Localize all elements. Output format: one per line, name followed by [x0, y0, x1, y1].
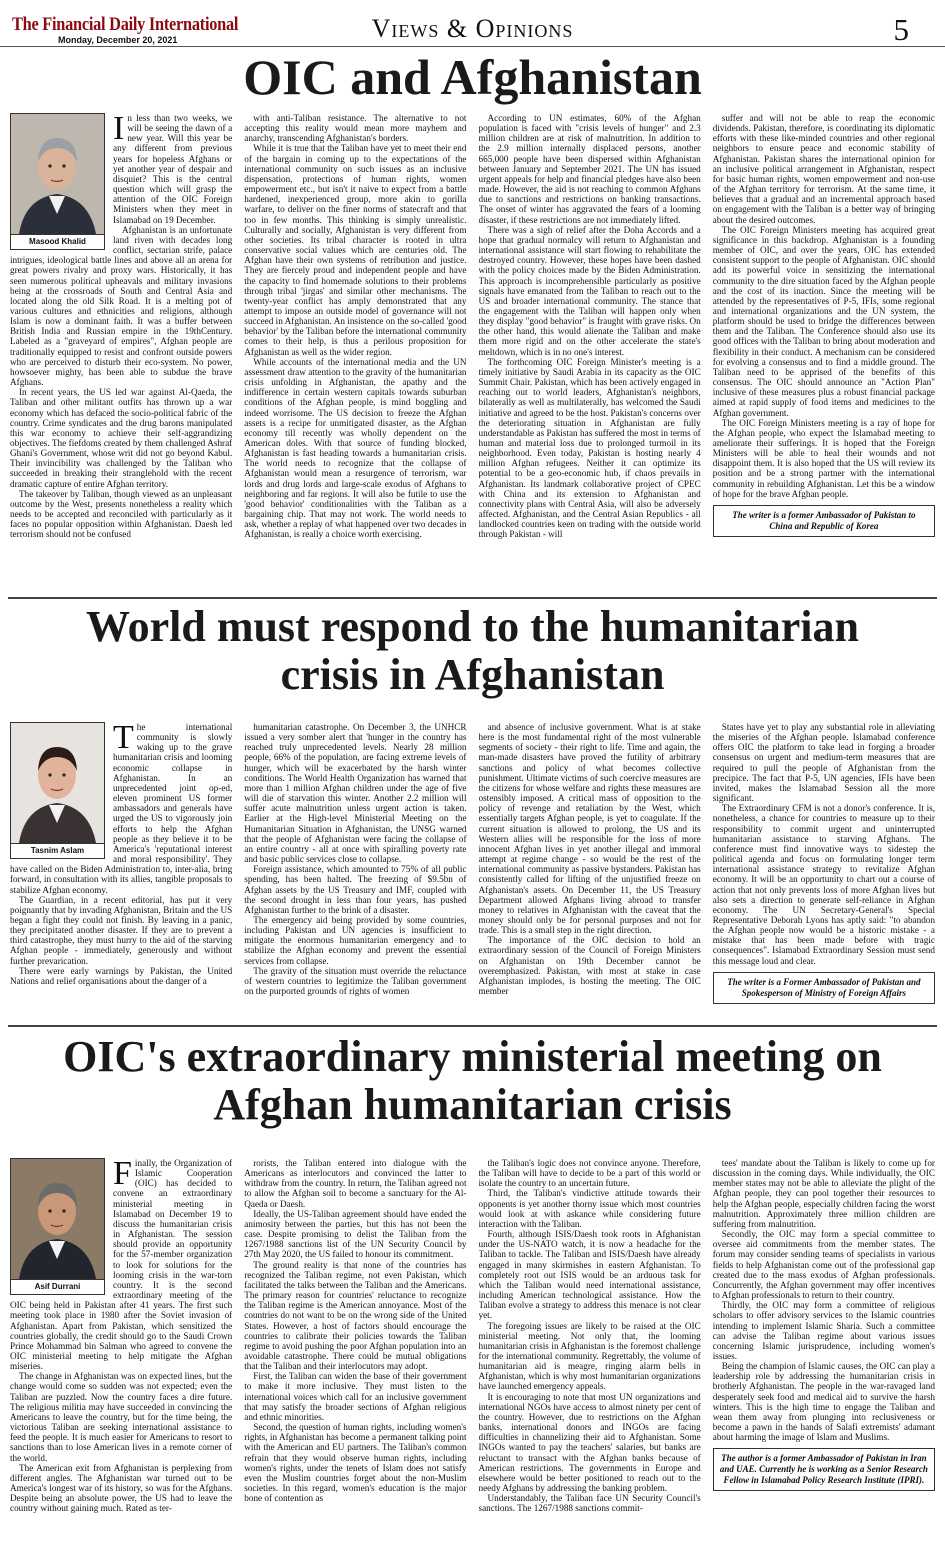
paragraph: The gravity of the situation must override the reluctance of western countries to legitimize the Taliban government on the purported grounds of rights of women — [244, 965, 467, 997]
page-number: 5 — [893, 12, 909, 47]
paragraph: It is encouraging to note that most UN organizations and international NGOs have access to almost ninety per cent of the country. However, due to restrictions on the Afghan banks, international donors and INGOs are facing difficulties in channelizing their aid to Afghanistan. Some INGOs wanted to pay the teachers' salaries, but banks are reluctant to transact with the Afghan banks because of American restrictions. The governments in Europe and elsewhere would be better positioned to reach out to the needy Afghans by addressing the banking problem. — [478, 1391, 701, 1493]
divider — [8, 597, 937, 599]
article-column — [10, 1158, 232, 1558]
article-column — [479, 1158, 701, 1558]
article-column — [713, 113, 935, 591]
paragraph: and absence of inclusive government. What is at stake here is the most fundamental right of the most vulnerable segments of society - their right to life. Time and again, the man-made disasters have proved the futility of arbitrary sanctions and policy of what becomes collective punishment. Ultimate victims of such coercive measures are the citizens for whose welfare and rights these measures are ostensibly imposed. A critical mass of opposition to the policy of revenge and retaliation by the West, which essentially targets Afghan people, is yet to coagulate. If the current situation is allowed to prolong, the US and its Western allies will be responsible for the loss of more innocent Afghan lives in yet another illegal and immoral attempt at regime change - so would be the rest of the international community as passive bystanders. Pakistan has consistently called for lifting of the unjustified freeze on Afghanistan's assets. On December 11, the US Treasury Department allowed Afghans living abroad to transfer money to relatives in Afghanistan with the caveat that the money should only be for personal purposes and not for trade. This is a small step in the right direction. — [478, 722, 701, 936]
author-name: Tasnim Aslam — [11, 843, 104, 858]
article-column — [713, 722, 935, 1022]
paragraph: The American exit from Afghanistan is perplexing from different angles. The Afghanistan war turned out to be America's longest war of its history, so was for the Afghans. Despite being an absolute power, the US had to leave the country without gaining much. Rated as ter- — [10, 1462, 233, 1514]
author-photo-frame — [10, 113, 105, 250]
article-column — [479, 113, 701, 591]
author-photo — [11, 1159, 104, 1279]
author-name: Masood Khalid — [11, 234, 104, 249]
paragraph: Afghanistan is an unfortunate land riven with decades long conflict, sectarian strife, palace intrigues, ideological battle lines and above all an arena for great powers rivalry and proxy wars. Historically, it has seen numerous political upheavals and military invasions being at the crossroads of South and Central Asia and located along the old Silk Road. It is a melting pot of various cultures and ethnicities and religions, although Islam is now a dominant faith. It was a buffer between British India and Russian empire in the 19thCentury. Labeled as a "graveyard of empires", Afghan people are traditionally equipped to resist and confront outside powers who are perceived to disturb their eco-system. No power, howsoever mighty, has been able to subdue the brave Afghans. — [10, 224, 233, 388]
article-headline: OIC and Afghanistan — [243, 49, 702, 105]
author-photo-frame — [10, 1158, 105, 1295]
paragraph: In recent years, the US led war against Al-Qaeda, the Taliban and other militant outfits has thrown up a war economy which has defaced the socio-political fabric of the country. Crime syndicates and the drug barons manipulated this war economy to achieve their self-aggrandizing objectives. The fiefdoms created by them challenged Ashraf Ghani's Government, whose writ did not go beyond Kabul. Their invincibility was challenged by the Taliban who succeeded in breaking their stranglehold with the recent dramatic capture of entire Afghan territory. — [10, 387, 233, 489]
article-body — [10, 722, 935, 1022]
paragraph: The Extraordinary CFM is not a donor's conference. It is, nonetheless, a chance for countries to measure up to their responsibility to commit urgent and uninterrupted humanitarian assistance to starving Afghans. The conference must find innovative ways to sidestep the political agenda and focus on formulating longer term international assistance strategy to revitalize Afghan economy. It will be an opportunity to chart out a course of action that not only prevents loss of more Afghan lives but also sets a direction to generate self-reliance in Afghan economy. The UN Secretary-General's Special Representative Deborah Lyons has aptly said: "to abandon the Afghan people now would be a historic mistake - a mistake that has been made before with tragic consequences". Islamabad Extraordinary Session must send this message loud and clear. — [712, 803, 935, 966]
drop-cap: T — [113, 722, 134, 756]
paragraph: There were early warnings by Pakistan, the United Nations and relief organisations about the danger of a — [10, 965, 233, 986]
author-photo-frame — [10, 722, 105, 859]
article-column — [244, 113, 466, 591]
article-column — [10, 722, 232, 1022]
paragraph: Second, the question of human rights, including women's rights, in Afghanistan has become a permanent talking point with the American and EU partners. The Taliban's common refrain that they would observe human rights, including women's rights, under the tenets of Islam does not satisfy even the Muslim countries forget about the non-Muslim societies. In this regard, women's education is the major bone of contention as — [244, 1422, 467, 1504]
paragraph: There was a sigh of relief after the Doha Accords and a hope that gradual normalcy will return to Afghanistan and international assistance will start flowing to rehabilitate the destroyed country. However, these hopes have been dashed with the policy choices made by the Biden Administration. This approach is incomprehensible particularly as positive signals have emanated from the Taliban to reach out to the US and broader international community. The stance that the engagement with the Taliban will happen only when they display "good behavior" is fraught with grave risks. On the other hand, this would alienate the Taliban and make them more rigid and on the other accelerate the state's meltdown, which is in no one's interest. — [478, 224, 701, 357]
paragraph: While it is true that the Taliban have yet to meet their end of the bargain in coming up to the expectations of the international community on such issues as an inclusive dispensation, protections of human rights, women empowerment etc., but isn't it naive to expect from a battle hardened, inexperienced group, more akin to gorilla warfare, to deliver on the finer norms of statecraft and that too in few months. This thinking is simply unrealistic. Culturally and socially, Afghanistan is very different from other societies. Its tribal character is rooted in ultra conservative social values which are centuries old. The Afghan have their own systems of retribution and justice. They are fiercely proud and independent people and have the capacity to find homemade solutions to their problems through tribal 'jirgas' and similar other mechanisms. The twenty-year conflict has amply demonstrated that any attempt to impose an outside model of governance will not succeed in Afghanistan. An insistence on the so-called 'good behavior' by the Taliban before the international community comes to their help, is thus a perilous proposition for Afghanistan as well as the wider region. — [244, 143, 467, 357]
paragraph-text: n less than two weeks, we will be seeing the dawn of a new year. Will this year be any different from previous years for hopeless Afghans or yet another year of despair and disquiet? This is the central question which will grasp the attention of the OIC Foreign Ministers when they meet in Islamabad on 19 December. — [113, 113, 233, 225]
paragraph: The change in Afghanistan was on expected lines, but the change would come so sudden was not expected; even the Taliban are puzzled. Now the country faces a dire future. The religious militia may have succeeded in convincing the Americans to leave the country, but for the time being, the victorious Taliban are seeking international assistance to feed the people. It is much easier for Americans to resort to sanctions than to lose American lives in a remote corner of the world. — [10, 1371, 233, 1463]
paragraph: Foreign assistance, which amounted to 75% of all public spending, has been halted. The freezing of $9.5bn of Afghan assets by the US Treasury and IMF, coupled with the second drought in less than four years, has pushed Afghanistan further to the brink of a disaster. — [244, 864, 467, 915]
author-photo — [11, 723, 104, 843]
drop-cap: F — [113, 1158, 132, 1192]
paragraph: Third, the Taliban's vindictive attitude towards their opponents is yet another thorny issue which most countries would look at with askance while considering future interaction with the Taliban. — [478, 1188, 701, 1229]
paragraph: The importance of the OIC decision to hold an extraordinary session of the Council of Foreign Ministers on Afghanistan on 19th December cannot be overemphasized. Pakistan, with most at stake in case Afghanistan implodes, is hosting the meeting. The OIC member — [478, 935, 701, 997]
paragraph: While accounts of the international media and the UN assessment draw attention to the gravity of the humanitarian crisis unfolding in Afghanistan, the apathy and the indifference in certain western capitals towards suburban conditions of the Afghan people, is mind boggling and indeed worrisome. The US decision to freeze the Afghan assets is a recipe for unmitigated disaster, as the Afghan economy till recently was wholly dependent on the American doles. With that source of funding blocked, Afghanistan is fast heading towards a humanitarian crisis. The world needs to recognize that the collapse of Afghanistan would mean a resurgence of terrorism, war lords and drug lords and large-scale exodus of Afghans to neighboring and far regions. It will also be futile to use the 'good behavior' conditionalities with the Taliban as a bargaining chip. That may not work. The world needs to ask, whether a replay of what happened over two decades in Afghanistan, is really a choice worth exercising. — [244, 356, 467, 540]
article-body — [10, 1158, 935, 1558]
paragraph: The emergency aid being provided by some countries, including Pakistan and UN agencies is insufficient to mitigate the enormous humanitarian emergency and to stabilize the Afghan economy and prevent the essential services from collapse. — [244, 914, 467, 966]
paragraph: The takeover by Taliban, though viewed as an unpleasant outcome by the West, presents nonetheless a reality which needs to be accepted and reconciled with particularly as it faces no popular opposition within Afghanistan. Daesh led terrorism should not be confused — [10, 488, 233, 540]
article-headline: World must respond to the humanitarian crisis in Afghanistan — [86, 602, 859, 699]
drop-cap: I — [113, 113, 125, 147]
paragraph: Fourth, although ISIS/Daesh took roots in Afghanistan under the US-NATO watch, it is now a headache for the Taliban to tackle. The Taliban and ISIS/Daesh have already engaged in many skirmishes in eastern Afghanistan. To completely root out ISIS would be an arduous task for which the Taliban would need international assistance, including American technological assistance. How the Taliban evolve a strategy to address this menace is not clear yet. — [478, 1229, 701, 1321]
paragraph: Thirdly, the OIC may form a committee of religious scholars to offer advisory services to the Islamic countries intending to implement Islamic Sharia. Such a committee can advise the Taliban regime about various issues concerning Islamic jurisprudence, including women's issues. — [712, 1300, 935, 1361]
article-column — [244, 722, 466, 1022]
divider — [8, 1025, 937, 1027]
paragraph: Being the champion of Islamic causes, the OIC can play a leadership role by addressing the humanitarian crisis in brotherly Afghanistan. The people in the war-ravaged land desperately seek food and medical aid to survive the harsh winters. This is the high time to engage the Taliban and wean them away from plunging into reclusiveness or become a pawn in the hands of Salafi extremists' adamant about harming the image of Islam and Muslims. — [712, 1361, 935, 1443]
paragraph: States have yet to play any substantial role in alleviating the miseries of the Afghan people. Islamabad conference offers OIC the platform to take lead in forging a broader consensus on urgent and medium-term measures that are required to pull the people of Afghanistan from the precipice. The fact that P-5, UN agencies, IFIs have been invited, makes the Islamabad Session all the more significant. — [712, 722, 935, 804]
paragraph: The OIC Foreign Ministers meeting has acquired great significance in this backdrop. Afghanistan is a founding member of OIC, and over the years, OIC has extended consistent support to the people of Afghanistan. OIC should add its powerful voice in sensitizing the international community to the dire situation faced by the Afghan people and the cost of its inaction. Since the meeting will be attended by the representatives of P-5, IFIs, some regional and international organizations and the UN system, the platform should be used to bridge the differences between them and the Taliban. The Conference should also use its good offices with the Taliban to bring about moderation and flexibility in their conduct. A mechanism can be considered for evolving a consensus and to find a middle ground. The Taliban need to be apprised of the benefits of this consensus. The OIC should announce an "Action Plan" inclusive of these measures plus a robust financial package aimed at rapid supply of food items and medicines to the Afghan government. — [712, 224, 935, 418]
paragraph: rorists, the Taliban entered into dialogue with the Americans as interlocutors and convinced the latter to withdraw from the country. In return, the Taliban agreed not to allow the Afghan soil to become a sanctuary for the Al-Qaeda or Daesh. — [244, 1158, 467, 1209]
paragraph: suffer and will not be able to reap the economic dividends. Pakistan, therefore, is coordinating its diplomatic efforts with these like-minded countries and other regional neighbors to ensure peace and economic stability of Afghanistan. Pakistan shares the international opinion for an inclusive political arrangement in Afghanistan, respect for basic human rights, women empowerment and non-use of the Afghan territory for terrorism. At the same time, it believes that a gradual and an incremental approach based on engagement with the Taliban is a better way of bringing about the desired outcomes. — [712, 113, 935, 225]
paragraph-text: inally, the Organization of Islamic Cooperation (OIC) has decided to convene an extraordinary ministerial meeting in Islamabad on December 19 to discuss the humanitarian crisis in Afghanistan. The session should provide an opportunity for the 57-member organization to look for solutions for the looming crisis in the war-torn country. It is the second extraordinary meeting of the OIC being held in Pakistan after 41 years. The first such meeting took place in 1980 after the Soviet invasion of Afghanistan. Apart from Pakistan, which sensitized the countries globally, the credit should go to the Saudi Crown Prince Mohammad bin Salman who agreed to convene the OIC ministerial meeting to help mitigate the Afghan miseries. — [10, 1158, 233, 1372]
article-column — [713, 1158, 935, 1558]
section-title: Views & Opinions — [371, 14, 574, 43]
article-column — [479, 722, 701, 1022]
paragraph: Ideally, the US-Taliban agreement should have ended the animosity between the parties, but this has not been the case. Despite promising to delist the Taliban from the 1267/1988 sanctions list of the UN Security Council by 27th May 2020, the US failed to honour its commitment. — [244, 1208, 467, 1260]
paragraph: The OIC Foreign Ministers meeting is a ray of hope for the Afghan people, who expect the Islamabad meeting to ameliorate their sufferings. It is hoped that the Foreign Ministers will be able to heal their wounds and not disappoint them. It is also hoped that the US will review its position and be a strong partner with the international community in rebuilding Afghanistan. Let this be a window of hope for the brave Afghan people. — [712, 417, 935, 499]
paragraph: Understandably, the Taliban face UN Security Council's sanctions. The 1267/1988 sanctions commit- — [478, 1493, 701, 1514]
author-bio: The writer is a Former Ambassador of Pakistan and Spokesperson of Ministry of Foreign Affairs — [713, 972, 935, 1004]
paragraph-text: he international community is slowly waking up to the grave humanitarian crisis and looming economic collapse in Afghanistan. In an unprecedented joint op-ed, eleven prominent US former ambassadors and generals have urged the US to vigorously join efforts to help the Afghan people as they believe it to be America's 'reputational interest and moral responsibility'. They have called on the Biden Administration to, inter-alia, bring forward, in consultation with its allies, tangible proposals to stabilize Afghan economy. — [10, 722, 233, 895]
paragraph: First, the Taliban can widen the base of their government to make it more inclusive. They must listen to the international voices which call for an inclusive government that may satisfy the broader sections of Afghan religious and ethnic minorities. — [244, 1371, 467, 1422]
paragraph: The Guardian, in a recent editorial, has put it very poignantly that by invading Afghanistan, Britain and the US began a fight they could not finish. By leaving in a panic, they precipitated another disaster. If they are to prevent a third catastrophe, they must hurry to the aid of the starving Afghan people - immediately, generously and without further prevarication. — [10, 894, 233, 966]
paragraph: The ground reality is that none of the countries has recognized the Taliban regime, not even Pakistan, which facilitated the talks between the Taliban and the Americans. The primary reason for countries' reluctance to recognize the Taliban regime is the American annoyance. Most of the countries do not want to be on the wrong side of the United States. However, a host of factors should encourage the countries to calibrate their policies towards the Taliban regime to avoid pushing the poor Afghan population into an avoidable catastrophe. There could be mutual obligations that the Taliban and their interlocutors may adopt. — [244, 1259, 467, 1372]
paragraph: According to UN estimates, 60% of the Afghan population is faced with "crisis levels of hunger" and 2.3 million children are at risk of malnutrition. In addition to the 2.9 million internally displaced persons, another 665,000 people have been dispersed within Afghanistan between January and September 2021. The UN has issued urgent appeals for help and financial pledges have also been made. However, the aid is not reaching to common Afghans due to sanctions and restrictions on banking transactions. The onset of winter has aggravated the fears of a looming disaster, if these restrictions are not immediately lifted. — [478, 113, 701, 225]
paragraph: humanitarian catastrophe. On December 3, the UNHCR issued a very somber alert that 'hunger in the country has reached truly unprecedented levels. Nearly 28 million people, 66% of the population, are facing extreme levels of hunger, which will be exacerbated by the harsh winter conditions. The World Health Organization has warned that more than 1 million Afghan children under the age of five will die of starvation this winter. Another 2.2 million will suffer acute malnutrition unless urgent action is taken. Earlier at the High-level Ministerial Meeting on the Humanitarian Situation in Afghanistan, the UNSG warned that the people of Afghanistan were facing the collapse of an entire country - all at once with spiralling poverty rate and basic public services close to collapse. — [244, 722, 467, 865]
article-headline: OIC's extraordinary ministerial meeting on Afghan humanitarian crisis — [63, 1032, 882, 1129]
issue-date: Monday, December 20, 2021 — [58, 35, 178, 45]
author-name: Asif Durrani — [11, 1279, 104, 1294]
paragraph: Secondly, the OIC may form a special committee to oversee aid commitments from the member states. The forum may consider sending teams of specialists in various fields to help Afghanistan come out of the professional gap created due to the mass exodus of Afghan professionals. Concurrently, the Afghan government may offer incentives to Afghan professionals to return to their country. — [712, 1229, 935, 1301]
paper-name: The Financial Daily International — [12, 14, 239, 35]
paragraph: tees' mandate about the Taliban is likely to come up for discussion in the coming days. While individually, the OIC member states may not be able to alleviate the plight of the Afghan people, they can pool together their resources to help the Afghan people, especially children facing the worst malnutrition. Approximately three million children are suffering from malnutrition. — [712, 1158, 935, 1229]
paragraph: The foregoing issues are likely to be raised at the OIC ministerial meeting. Not only that, the looming humanitarian crisis in Afghanistan is the foremost challenge for the international community. Regrettably, the volume of humanitarian aid is meagre, ringing alarm bells in Afghanistan, which is why most humanitarian organizations have launched emergency appeals. — [478, 1320, 701, 1392]
article-column — [10, 113, 232, 591]
masthead — [0, 0, 945, 47]
paragraph: The forthcoming OIC Foreign Minister's meeting is a timely initiative by Saudi Arabia in its capacity as the OIC Summit Chair. Pakistan, which has been actively engaged in reaching out to world leaders, Afghanistan's neighbors, bilaterally as well as multilaterally, has welcomed the Saudi initiative and agreed to be the host. Pakistan's concerns over the deteriorating situation in Afghanistan are fully understandable as Pakistan has suffered the most in terms of human and material loss due to prolonged turmoil in its neighborhood. Even today, Pakistan is hosting nearly 4 million Afghan refugees. Neither it can optimize its potential to be a geo-economic hub, if chaos prevails in Afghanistan. Its landmark collaborative project of CPEC with China and its extension to Afghanistan and connectivity plans with Central Asia, will also be adversely affected. Afghanistan, and the Central Asian Republics - all landlocked countries keen on trading with the outside world through Pakistan - will — [478, 356, 701, 540]
paragraph: with anti-Taliban resistance. The alternative to not accepting this reality would mean more mayhem and anarchy, transcending Afghanistan's borders. — [244, 113, 467, 144]
article-body — [10, 113, 935, 591]
author-bio: The author is a former Ambassador of Pakistan in Iran and UAE. Currently he is working as a Senior Research Fellow in Islamabad Policy Research Institute (IPRI). — [713, 1448, 935, 1491]
paragraph: the Taliban's logic does not convince anyone. Therefore, the Taliban will have to decide to be a part of this world or isolate the country to an uncertain future. — [478, 1158, 701, 1189]
article-column — [244, 1158, 466, 1558]
author-bio: The writer is a former Ambassador of Pakistan to China and Republic of Korea — [713, 505, 935, 537]
author-photo — [11, 114, 104, 234]
